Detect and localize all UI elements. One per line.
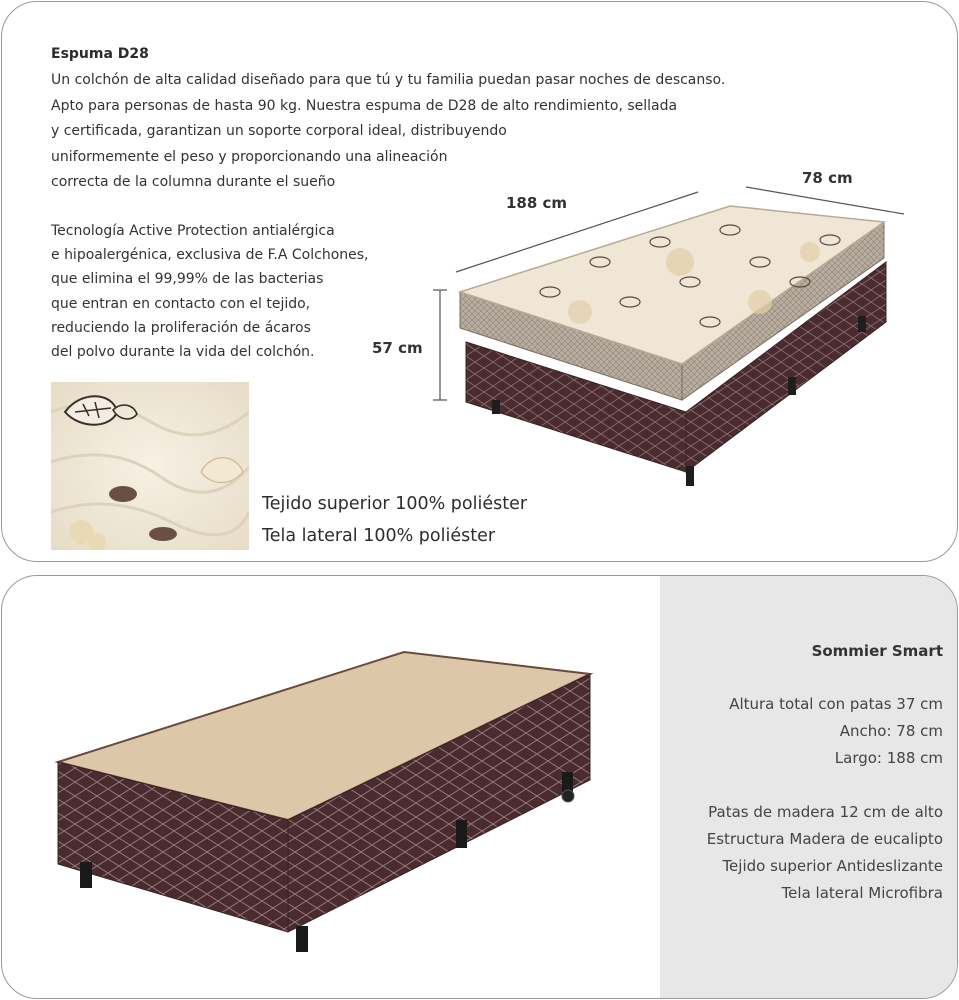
technology-description	[51, 219, 369, 364]
technology-line: que elimina el 99,99% de las bacterias	[51, 271, 324, 288]
description-line: uniformemente el peso y proporcionando una alineación	[51, 148, 448, 165]
technology-line: Tecnología Active Protection antialérgica	[51, 223, 335, 239]
sommier-title: Sommier Smart	[811, 642, 943, 660]
product-title: Espuma D28	[51, 46, 149, 62]
spec-length: Largo: 188 cm	[834, 749, 943, 767]
height-dimension-label: 57 cm	[372, 339, 423, 357]
description-line: Un colchón de alta calidad diseñado para que tú y tu familia puedan pasar noches de descanso.	[51, 72, 726, 88]
top-fabric-text: Tejido superior 100% poliéster	[262, 494, 528, 514]
technology-line: reduciendo la proliferación de ácaros	[51, 319, 311, 336]
spec-total-height: Altura total con patas 37 cm	[729, 695, 943, 713]
width-dimension-label: 78 cm	[802, 169, 853, 187]
spec-top-fabric: Tejido superior Antideslizante	[722, 857, 943, 875]
spec-structure: Estructura Madera de eucalipto	[706, 830, 943, 848]
length-dimension-label: 188 cm	[506, 194, 568, 212]
description-line: Apto para personas de hasta 90 kg. Nuestra espuma de D28 de alto rendimiento, sellada	[51, 97, 678, 114]
specs-panel	[660, 576, 958, 999]
technology-line: e hipoalergénica, exclusiva de F.A Colchones,	[51, 247, 369, 264]
description-line: correcta de la columna durante el sueño	[51, 174, 336, 191]
product-description	[51, 68, 725, 196]
sommier-product-image	[42, 642, 612, 962]
spec-legs: Patas de madera 12 cm de alto	[708, 803, 943, 821]
sommier-info-card	[1, 575, 958, 999]
technology-line: que entran en contacto con el tejido,	[51, 295, 311, 312]
technology-line: del polvo durante la vida del colchón.	[51, 344, 315, 361]
mattress-product-image	[430, 182, 920, 492]
spec-side-fabric: Tela lateral Microfibra	[781, 884, 943, 902]
side-fabric-text: Tela lateral 100% poliéster	[262, 526, 496, 546]
mattress-info-card	[1, 1, 958, 562]
fabric-swatch-image	[51, 382, 249, 550]
spec-width: Ancho: 78 cm	[839, 722, 943, 740]
description-line: y certificada, garantizan un soporte corporal ideal, distribuyendo	[51, 123, 507, 140]
